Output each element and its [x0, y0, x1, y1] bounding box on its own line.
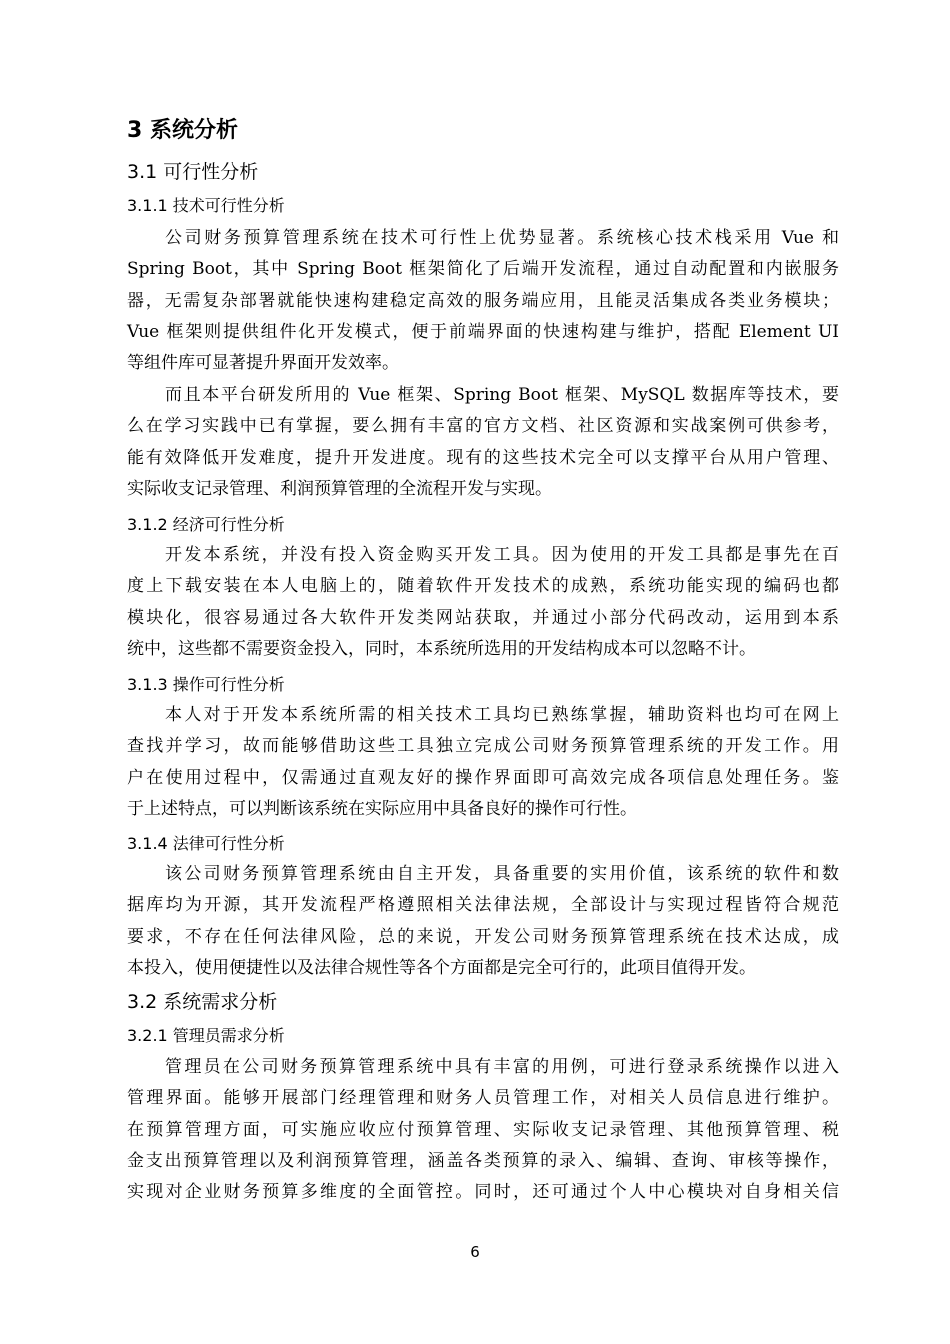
text-line: 本人对于开发本系统所需的相关技术工具均已熟练掌握，辅助资料也均可在网上 — [165, 705, 839, 725]
text-line: 统中，这些都不需要资金投入，同时，本系统所选用的开发结构成本可以忽略不计。 — [127, 638, 756, 659]
text-line: 模块化，很容易通过各大软件开发类网站获取，并通过小部分代码改动，运用到本系 — [127, 607, 839, 628]
section-3-1-1-paragraph-1 — [127, 223, 839, 379]
section-3-1-1-title: 3.1.1 技术可行性分析 — [127, 196, 285, 215]
section-3-2-1-paragraph — [127, 1052, 839, 1208]
text-line: Spring Boot，其中 Spring Boot 框架简化了后端开发流程，通过自动配置和内嵌服务 — [127, 259, 839, 280]
section-3-2-1-title: 3.2.1 管理员需求分析 — [127, 1026, 285, 1045]
text-line: 查找并学习，故而能够借助这些工具独立完成公司财务预算管理系统的开发工作。用 — [127, 736, 839, 757]
text-line: 于上述特点，可以判断该系统在实际应用中具备良好的操作可行性。 — [127, 798, 637, 819]
text-line: 金支出预算管理以及利润预算管理，涵盖各类预算的录入、编辑、查询、审核等操作， — [127, 1150, 839, 1171]
text-line: 管理界面。能够开展部门经理管理和财务人员管理工作，对相关人员信息进行维护。 — [127, 1088, 839, 1109]
section-3-1-4-title: 3.1.4 法律可行性分析 — [127, 834, 285, 853]
text-line: 开发本系统，并没有投入资金购买开发工具。因为使用的开发工具都是事先在百 — [165, 545, 839, 565]
section-3-1-2-paragraph — [127, 540, 839, 665]
text-line: Vue 框架则提供组件化开发模式，便于前端界面的快速构建与维护，搭配 Element UI — [127, 321, 839, 342]
text-line: 在预算管理方面，可实施应收应付预算管理、实际收支记录管理、其他预算管理、税 — [127, 1119, 839, 1140]
text-line: 要求，不存在任何法律风险，总的来说，开发公司财务预算管理系统在技术达成，成 — [127, 926, 839, 947]
text-line: 据库均为开源，其开发流程严格遵照相关法律法规，全部设计与实现过程皆符合规范 — [127, 895, 839, 916]
text-line: 实际收支记录管理、利润预算管理的全流程开发与实现。 — [127, 478, 552, 499]
section-3-1-title: 3.1 可行性分析 — [127, 161, 259, 183]
page-number: 6 — [470, 1243, 480, 1261]
section-3-1-4-paragraph — [127, 859, 839, 984]
section-3-1-3-paragraph — [127, 700, 839, 825]
text-line: 该公司财务预算管理系统由自主开发，具备重要的实用价值，该系统的软件和数 — [165, 864, 839, 884]
text-line: 器，无需复杂部署就能快速构建稳定高效的服务端应用，且能灵活集成各类业务模块； — [127, 290, 839, 311]
section-3-1-3-title: 3.1.3 操作可行性分析 — [127, 675, 285, 694]
text-line: 本投入，使用便捷性以及法律合规性等各个方面都是完全可行的，此项目值得开发。 — [127, 957, 756, 978]
text-line: 实现对企业财务预算多维度的全面管控。同时，还可通过个人中心模块对自身相关信 — [127, 1182, 839, 1203]
text-line: 公司财务预算管理系统在技术可行性上优势显著。系统核心技术栈采用 Vue 和 — [165, 228, 839, 248]
section-3-1-1-paragraph-2 — [127, 380, 839, 505]
text-line: 管理员在公司财务预算管理系统中具有丰富的用例，可进行登录系统操作以进入 — [165, 1057, 839, 1077]
section-3-2-title: 3.2 系统需求分析 — [127, 991, 278, 1013]
text-line: 能有效降低开发难度，提升开发进度。现有的这些技术完全可以支撑平台从用户管理、 — [127, 447, 839, 468]
text-line: 等组件库可显著提升界面开发效率。 — [127, 353, 399, 374]
section-3-1-2-title: 3.1.2 经济可行性分析 — [127, 515, 285, 534]
text-line: 么在学习实践中已有掌握，要么拥有丰富的官方文档、社区资源和实战案例可供参考， — [127, 416, 839, 437]
text-line: 而且本平台研发所用的 Vue 框架、Spring Boot 框架、MySQL 数据库等技术，要 — [165, 385, 839, 405]
chapter-title: 3 系统分析 — [127, 118, 238, 143]
text-line: 户在使用过程中，仅需通过直观友好的操作界面即可高效完成各项信息处理任务。鉴 — [127, 767, 839, 788]
text-line: 度上下载安装在本人电脑上的，随着软件开发技术的成熟，系统功能实现的编码也都 — [127, 576, 839, 597]
